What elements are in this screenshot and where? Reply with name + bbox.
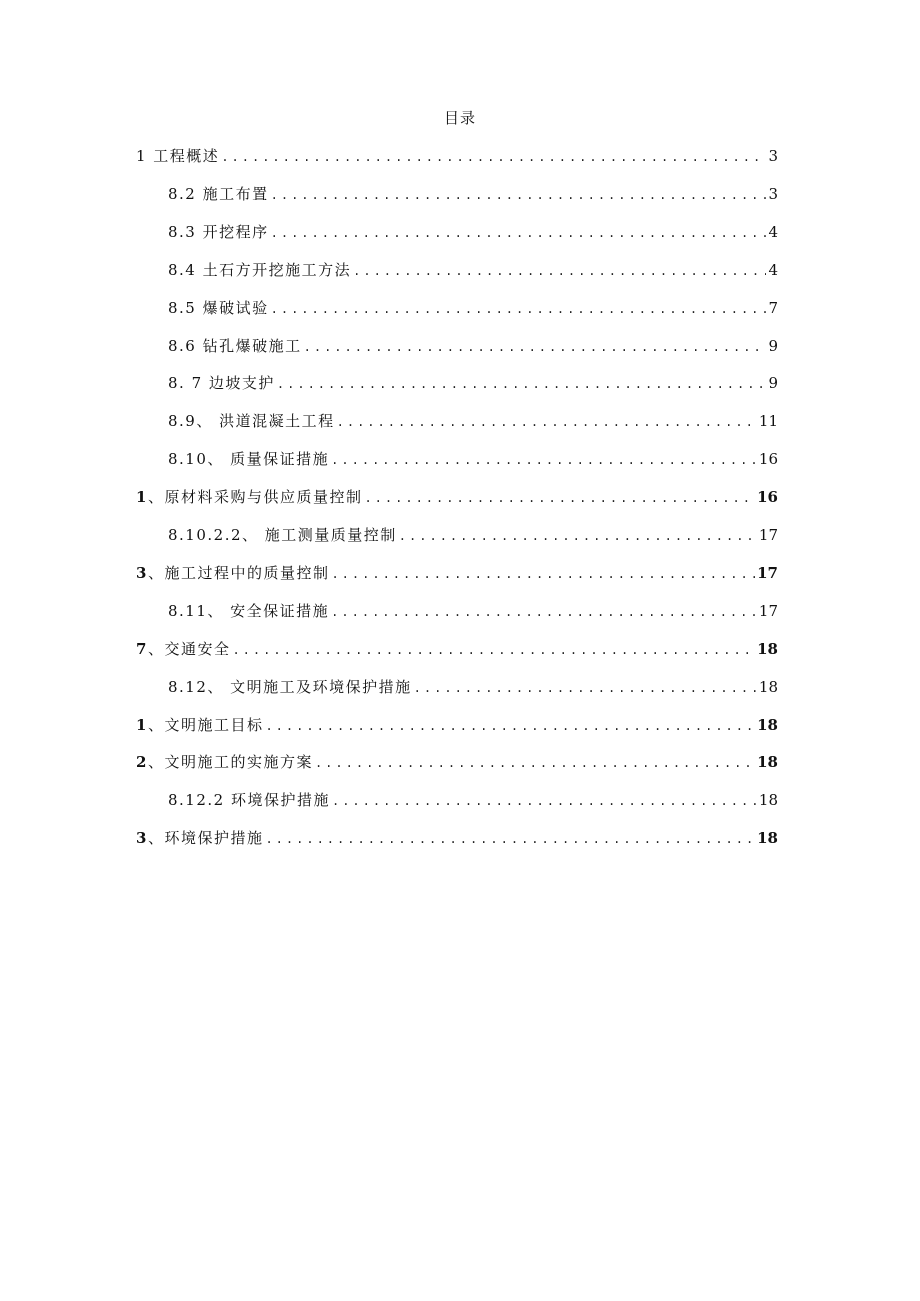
toc-page-number: 18 bbox=[757, 753, 778, 772]
toc-entry-number: 7 bbox=[136, 639, 148, 658]
toc-dot-leader bbox=[331, 453, 757, 467]
toc-entry-label bbox=[136, 827, 263, 848]
toc-dot-leader bbox=[332, 794, 757, 808]
toc-entry[interactable] bbox=[168, 183, 778, 207]
toc-entry-label: 8.10.2.2、 施工测量质量控制 bbox=[168, 526, 397, 544]
toc-entry-text: 、文明施工目标 bbox=[147, 715, 264, 734]
toc-page-number: 4 bbox=[768, 222, 778, 241]
toc-entry-label bbox=[136, 638, 230, 659]
toc-dot-leader bbox=[353, 264, 766, 278]
toc-page-number: 3 bbox=[768, 147, 778, 165]
toc-page-number: 7 bbox=[768, 298, 778, 317]
toc-page-number: 18 bbox=[757, 639, 778, 658]
toc-entry[interactable] bbox=[168, 600, 778, 624]
toc-entry[interactable] bbox=[168, 410, 778, 434]
toc-page-number: 9 bbox=[768, 374, 778, 393]
toc-entry[interactable] bbox=[168, 297, 778, 321]
toc-entry[interactable] bbox=[168, 789, 778, 813]
toc-entry-label: 8.10、 质量保证措施 bbox=[168, 450, 330, 469]
toc-dot-leader bbox=[271, 226, 766, 240]
toc-page-number: 18 bbox=[758, 677, 778, 696]
toc-entry-label: 8.2 施工布置 bbox=[168, 184, 269, 203]
toc-entry[interactable] bbox=[136, 827, 778, 851]
toc-page-number: 16 bbox=[758, 450, 778, 469]
toc-dot-leader bbox=[232, 643, 755, 657]
toc-dot-leader bbox=[414, 681, 757, 695]
toc-page-number: 4 bbox=[768, 260, 778, 279]
toc-dot-leader bbox=[271, 302, 766, 316]
toc-entry-text: 、交通安全 bbox=[147, 639, 231, 658]
toc-dot-leader bbox=[304, 340, 766, 354]
toc-dot-leader bbox=[315, 756, 755, 770]
toc-page-number: 17 bbox=[757, 563, 778, 582]
toc-entry-label: 8.9、 洪道混凝土工程 bbox=[168, 412, 335, 431]
toc-entry-number: 1 bbox=[136, 715, 148, 734]
toc-entry-text: 、原材料采购与供应质量控制 bbox=[147, 488, 363, 507]
toc-entry-label: 8.12.2 环境保护措施 bbox=[168, 791, 330, 810]
toc-entry[interactable] bbox=[136, 638, 778, 662]
toc-entry[interactable] bbox=[136, 751, 778, 775]
toc-page-number: 3 bbox=[768, 184, 778, 203]
toc-entry[interactable] bbox=[168, 676, 778, 700]
toc-entry-label bbox=[136, 714, 263, 735]
toc-title: 目录 bbox=[443, 109, 476, 127]
toc-dot-leader bbox=[277, 377, 766, 391]
toc-entry[interactable] bbox=[168, 335, 778, 359]
toc-entry-label bbox=[136, 562, 329, 583]
toc-entry-label: 8.4 土石方开挖施工方法 bbox=[168, 260, 352, 279]
toc-page-number: 11 bbox=[758, 412, 778, 431]
toc-entry-label: 8.6 钻孔爆破施工 bbox=[168, 336, 302, 355]
toc-dot-leader bbox=[331, 605, 757, 619]
toc-entry[interactable] bbox=[168, 448, 778, 472]
toc-entry-label: 1 工程概述 bbox=[136, 147, 220, 165]
toc-dot-leader bbox=[271, 188, 766, 202]
toc-entry[interactable] bbox=[168, 524, 778, 548]
toc-dot-leader bbox=[364, 491, 755, 505]
toc-entry[interactable] bbox=[136, 145, 778, 169]
toc-page-number: 9 bbox=[768, 336, 778, 355]
toc-dot-leader bbox=[221, 150, 766, 164]
toc-dot-leader bbox=[337, 415, 757, 429]
toc-page-number: 16 bbox=[757, 488, 778, 507]
toc-entry[interactable] bbox=[136, 714, 778, 738]
toc-page-number: 18 bbox=[757, 829, 778, 848]
toc-dot-leader bbox=[265, 719, 755, 733]
toc-dot-leader bbox=[399, 529, 757, 543]
toc-entry-text: 、环境保护措施 bbox=[147, 829, 264, 848]
toc-entry-label: 8. 7 边坡支护 bbox=[168, 374, 275, 393]
toc-entry-number: 1 bbox=[136, 488, 148, 507]
toc-dot-leader bbox=[331, 567, 755, 581]
toc-dot-leader bbox=[265, 832, 755, 846]
toc-entry-number: 3 bbox=[136, 563, 148, 582]
toc-entry-label: 8.12、 文明施工及环境保护措施 bbox=[168, 677, 412, 696]
toc-entry[interactable] bbox=[168, 221, 778, 245]
toc-entry-number: 2 bbox=[136, 753, 148, 772]
toc-entry-label: 8.11、 安全保证措施 bbox=[168, 601, 330, 620]
toc-page-number: 17 bbox=[758, 526, 778, 544]
toc-entry-label: 8.3 开挖程序 bbox=[168, 222, 269, 241]
toc-entry-label: 8.5 爆破试验 bbox=[168, 298, 269, 317]
toc-page-number: 17 bbox=[758, 601, 778, 620]
toc-page-number: 18 bbox=[757, 715, 778, 734]
toc-entry[interactable] bbox=[136, 486, 778, 510]
toc-entry-number: 3 bbox=[136, 829, 148, 848]
toc-entry-text: 、施工过程中的质量控制 bbox=[147, 563, 330, 582]
toc-page-number: 18 bbox=[758, 791, 778, 810]
toc-entry-label bbox=[136, 486, 362, 507]
toc-entry[interactable] bbox=[136, 562, 778, 586]
toc-entry-text: 、文明施工的实施方案 bbox=[147, 753, 313, 772]
toc-entry[interactable] bbox=[168, 372, 778, 396]
toc-entry-label bbox=[136, 751, 313, 772]
toc-entry[interactable] bbox=[168, 259, 778, 283]
